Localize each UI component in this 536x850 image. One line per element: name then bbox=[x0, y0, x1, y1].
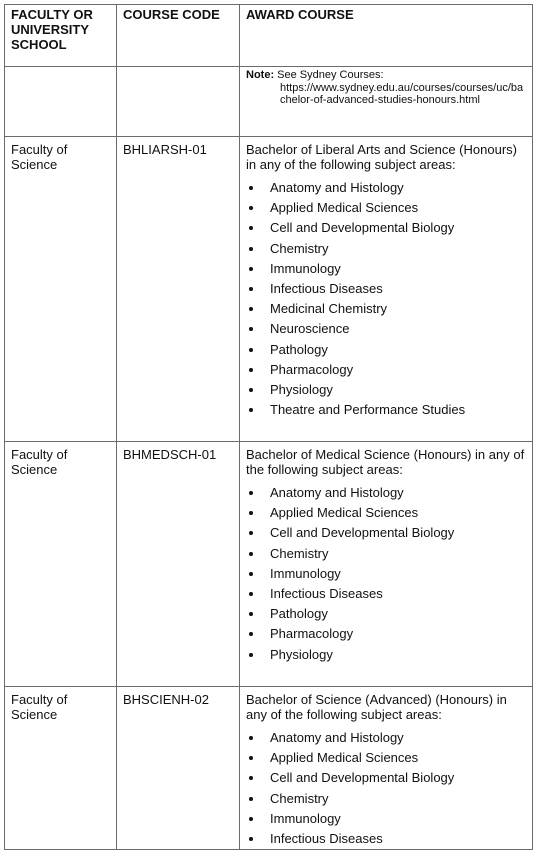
note-row bbox=[5, 67, 533, 137]
award-cell bbox=[240, 687, 533, 850]
subject-list-item: Anatomy and Histology bbox=[246, 178, 526, 198]
note-text: See Sydney Courses: bbox=[277, 69, 384, 81]
course-table bbox=[4, 4, 533, 850]
faculty-cell: Faculty of Science bbox=[5, 687, 117, 850]
note-code-cell bbox=[117, 67, 240, 137]
subject-list bbox=[246, 728, 526, 849]
subject-list-item: Physiology bbox=[246, 645, 526, 665]
header-faculty: FACULTY OR UNIVERSITY SCHOOL bbox=[5, 5, 117, 67]
subject-list-item: Pathology bbox=[246, 604, 526, 624]
subject-list-item: Infectious Diseases bbox=[246, 584, 526, 604]
header-course-code: COURSE CODE bbox=[117, 5, 240, 67]
subject-list bbox=[246, 178, 526, 420]
header-award-course: AWARD COURSE bbox=[240, 5, 533, 67]
award-title: Bachelor of Science (Advanced) (Honours) in any of the following subject areas: bbox=[246, 692, 507, 722]
faculty-cell: Faculty of Science bbox=[5, 442, 117, 687]
subject-list-item: Physiology bbox=[246, 380, 526, 400]
faculty-cell: Faculty of Science bbox=[5, 137, 117, 442]
subject-list-item: Chemistry bbox=[246, 239, 526, 259]
subject-list-item: Anatomy and Histology bbox=[246, 483, 526, 503]
course-code-cell: BHSCIENH-02 bbox=[117, 687, 240, 850]
subject-list-item: Neuroscience bbox=[246, 319, 526, 339]
header-row bbox=[5, 5, 533, 67]
subject-list-item: Cell and Developmental Biology bbox=[246, 523, 526, 543]
subject-list-item: Pharmacology bbox=[246, 360, 526, 380]
subject-list-item: Theatre and Performance Studies bbox=[246, 400, 526, 420]
note-faculty-cell bbox=[5, 67, 117, 137]
subject-list-item: Infectious Diseases bbox=[246, 829, 526, 849]
subject-list-item: Cell and Developmental Biology bbox=[246, 218, 526, 238]
subject-list-item: Applied Medical Sciences bbox=[246, 503, 526, 523]
table-row bbox=[5, 442, 533, 687]
note-label: Note: bbox=[246, 69, 275, 81]
subject-list-item: Immunology bbox=[246, 564, 526, 584]
subject-list-item: Immunology bbox=[246, 809, 526, 829]
subject-list-item: Applied Medical Sciences bbox=[246, 198, 526, 218]
award-cell bbox=[240, 442, 533, 687]
subject-list-item: Medicinal Chemistry bbox=[246, 299, 526, 319]
award-title: Bachelor of Liberal Arts and Science (Honours) in any of the following subject areas: bbox=[246, 142, 517, 172]
subject-list-item: Chemistry bbox=[246, 789, 526, 809]
subject-list-item: Immunology bbox=[246, 259, 526, 279]
subject-list-item: Chemistry bbox=[246, 544, 526, 564]
subject-list-item: Pathology bbox=[246, 340, 526, 360]
table-row bbox=[5, 137, 533, 442]
award-title: Bachelor of Medical Science (Honours) in any of the following subject areas: bbox=[246, 447, 525, 477]
subject-list-item: Anatomy and Histology bbox=[246, 728, 526, 748]
subject-list-item: Pharmacology bbox=[246, 624, 526, 644]
subject-list bbox=[246, 483, 526, 665]
note-url-link[interactable]: https://www.sydney.edu.au/courses/courses/uc/bachelor-of-advanced-studies-honours.html bbox=[280, 81, 524, 106]
course-code-cell: BHLIARSH-01 bbox=[117, 137, 240, 442]
course-code-cell: BHMEDSCH-01 bbox=[117, 442, 240, 687]
subject-list-item: Applied Medical Sciences bbox=[246, 748, 526, 768]
award-cell bbox=[240, 137, 533, 442]
note-cell bbox=[240, 67, 533, 137]
subject-list-item: Infectious Diseases bbox=[246, 279, 526, 299]
subject-list-item: Cell and Developmental Biology bbox=[246, 768, 526, 788]
table-row bbox=[5, 687, 533, 850]
